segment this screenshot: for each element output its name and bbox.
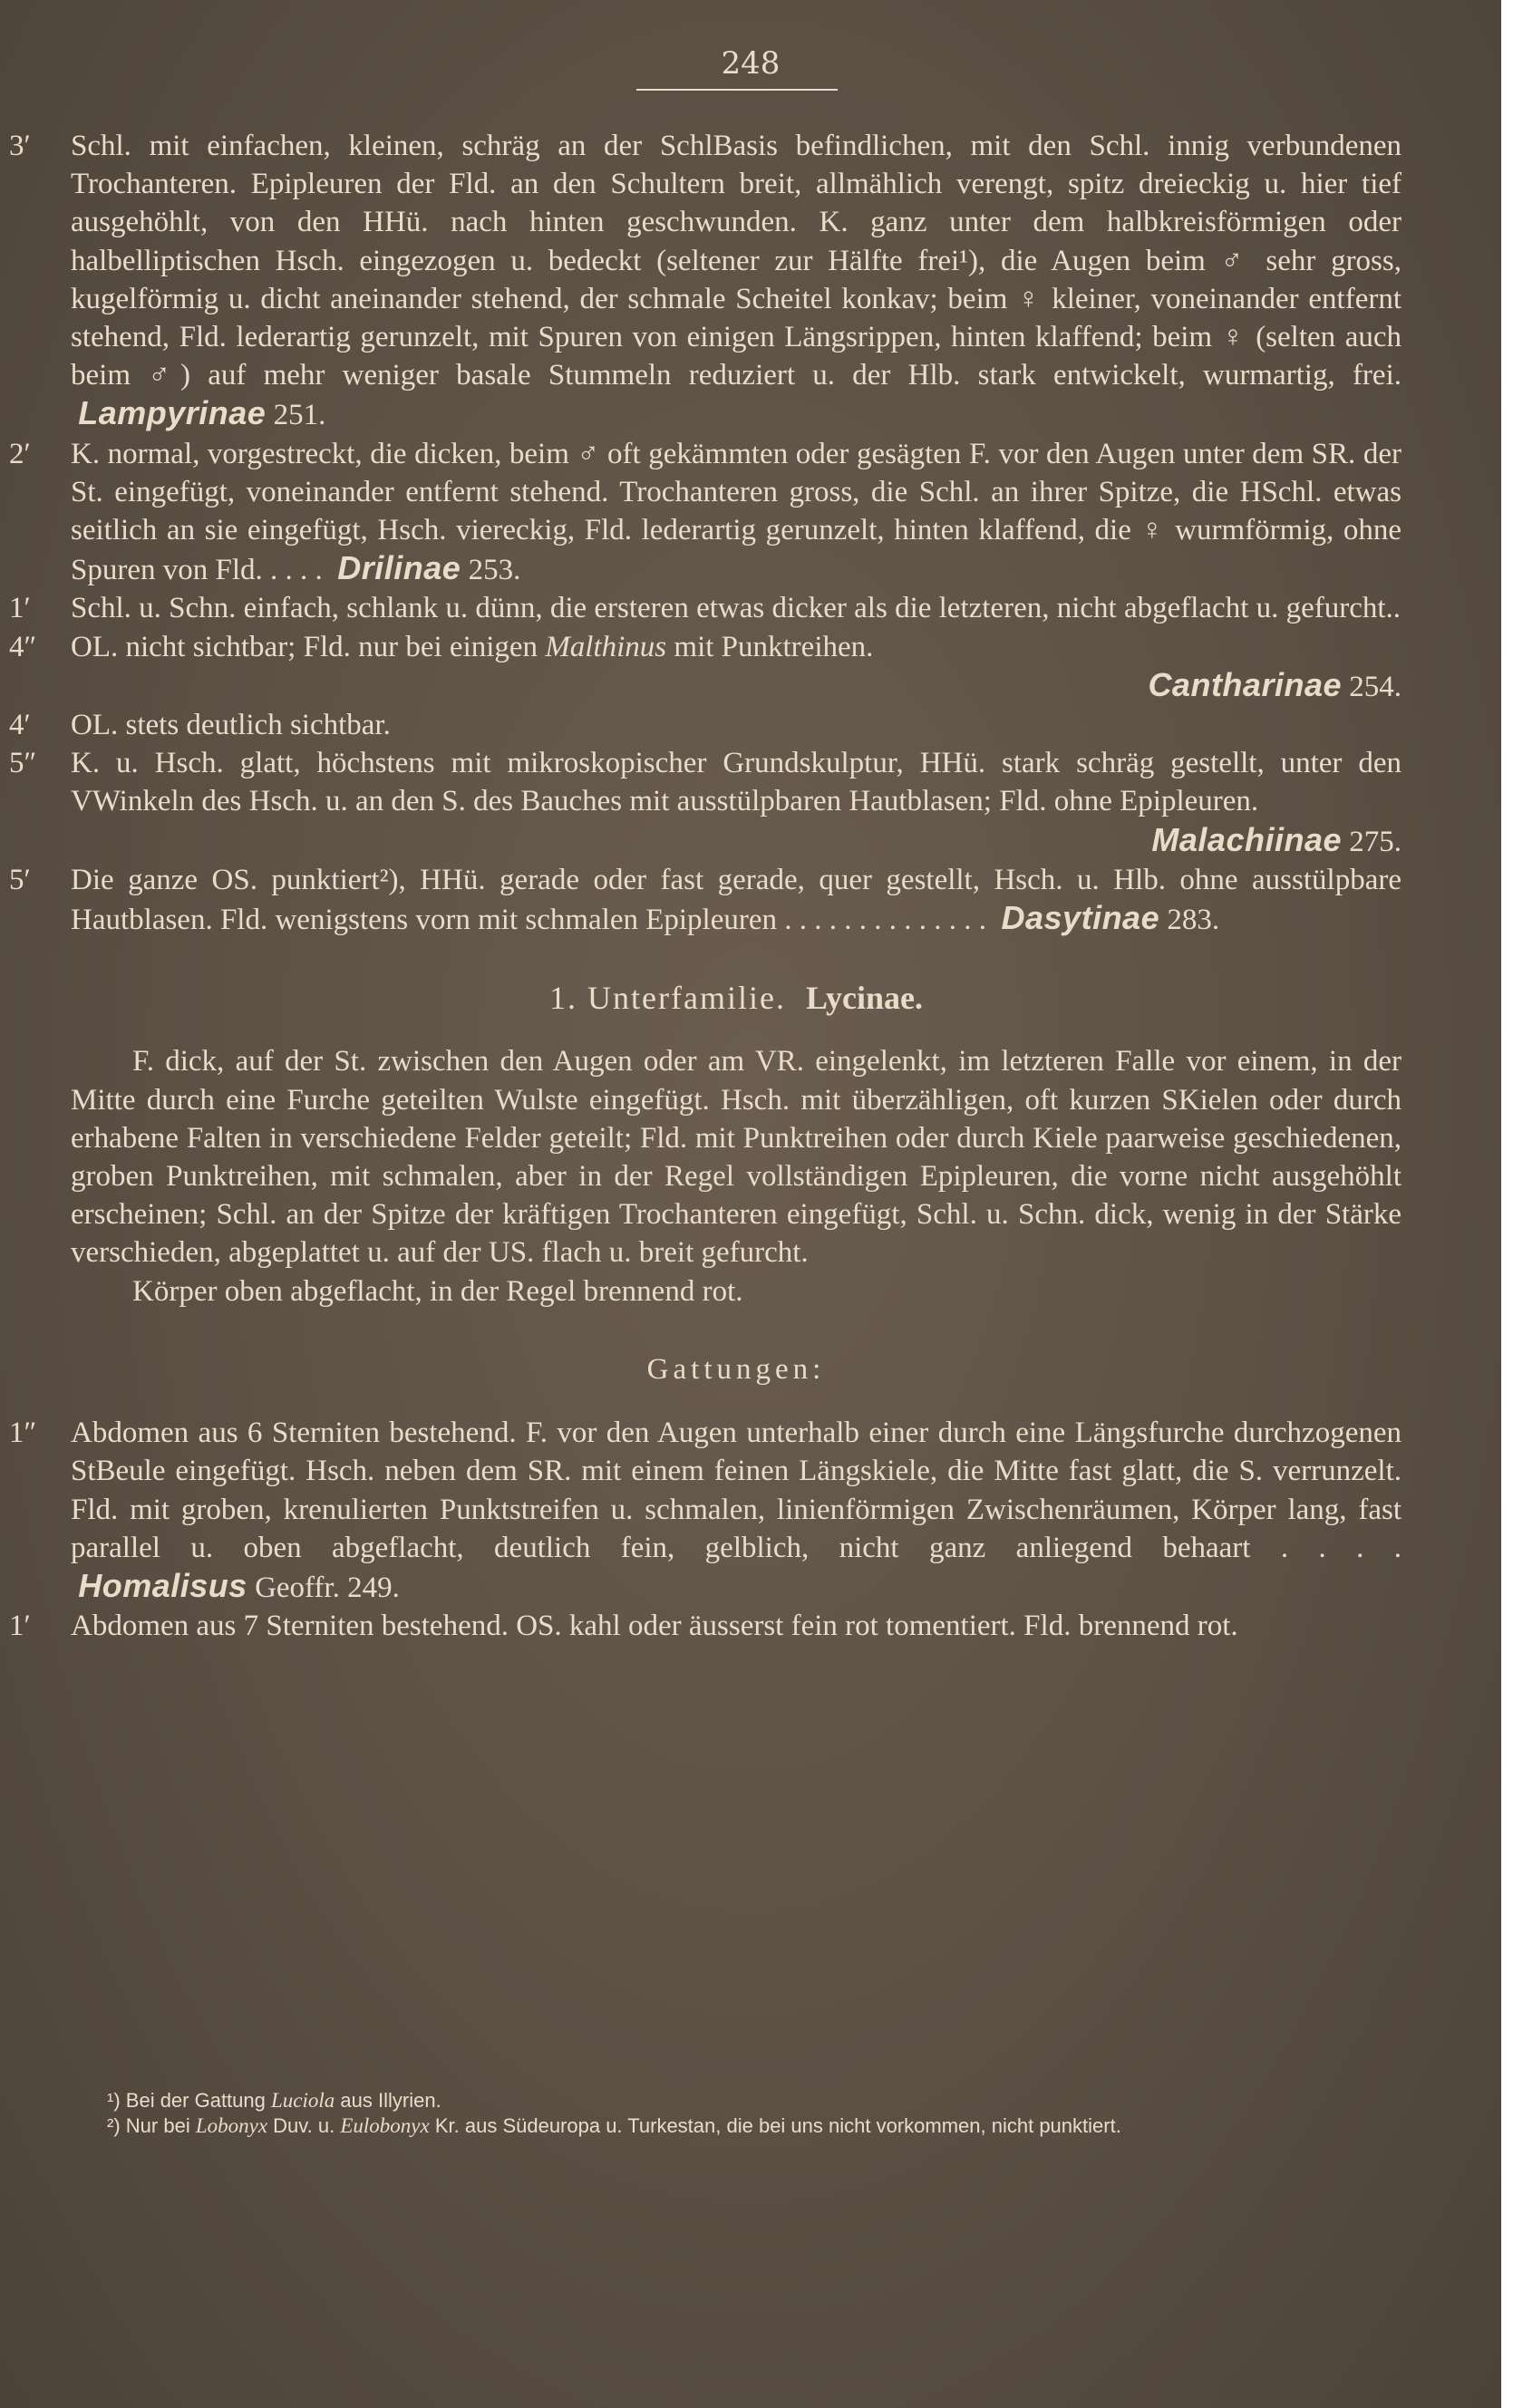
key-result [994, 899, 1220, 937]
key-result [71, 1566, 400, 1604]
taxon-author: Geoffr. [255, 1571, 340, 1604]
footnote-text: Kr. aus Südeuropa u. Turkestan, die bei uns nicht vorkommen, nicht punktiert. [434, 2114, 1121, 2137]
key-entry [9, 435, 1401, 590]
key-text: Schl. mit einfachen, kleinen, schräg an der SchlBasis befindlichen, mit den Schl. innig verbundenen Trochanteren. Epipleuren der Fld. an den Schultern breit, allmählich verengt, spitz dreieckig u. hier tief ausgehöhlt, von den HHü. nach hinten geschwunden. K. ganz unter dem halbkreisförmigen oder halbelliptischen Hsch. eingezogen u. bedeckt (seltener zur Hälfte frei¹), die Augen beim ♂ sehr gross, kugelförmig u. dicht aneinander stehend, der schmale Scheitel konkav; beim ♀ kleiner, voneinander entfernt stehend, Fld. lederartig gerunzelt, mit Spuren von einigen Längsrippen, hinten klaffend; beim ♀ (selten auch beim ♂) auf mehr weniger basale Stummeln reduziert u. der Hlb. stark entwickelt, wurmartig, frei. [71, 130, 1401, 392]
footnotes [71, 2088, 1401, 2139]
key-text: Schl. u. Schn. einfach, schlank u. dünn, die ersteren etwas dicker als die letzteren, nicht abgeflacht u. gefurcht.. [71, 592, 1401, 625]
page-reference: 283. [1167, 904, 1220, 937]
key-text: Abdomen aus 7 Sterniten bestehend. OS. kahl oder äusserst fein rot tomentiert. Fld. brennend rot. [71, 1610, 1238, 1643]
footnote-mark: ¹) [107, 2089, 121, 2112]
subfamily-prefix: 1. Unterfamilie. [549, 980, 786, 1017]
footnote-text: Duv. u. [273, 2114, 335, 2137]
key-text: K. normal, vorgestreckt, die dicken, beim ♂ oft gekämmten oder gesägten F. vor den Augen unter dem SR. der St. eingefügt, voneinander entfernt stehend. Trochanteren gross, die Schl. an ihrer Spitze, die HSchl. etwas seitlich an sie eingefügt, Hsch. viereckig, Fld. lederartig gerunzelt, hinten klaffend, die ♀ wurmförmig, ohne Spuren von Fld. . . . . [71, 437, 1401, 587]
key-number: 1′ [9, 592, 31, 625]
main-text [9, 127, 1401, 1645]
key-result [71, 394, 326, 432]
key-number: 1′ [9, 1610, 31, 1643]
key-text: Die ganze OS. punktiert²), HHü. gerade oder fast gerade, quer gestellt, Hsch. u. Hlb. ohne ausstülpbare Hautblasen. Fld. wenigstens vorn mit schmalen Epipleuren . . . . . . . . . . . . . . [71, 863, 1401, 937]
subfamily-description: F. dick, auf der St. zwischen den Augen oder am VR. eingelenkt, im letzteren Falle vor einem, in der Mitte durch eine Furche geteilten Wulste eingefügt. Hsch. mit überzähligen, oft kurzen SKielen oder durch erhabene Falten in verschiedene Felder geteilt; Fld. mit Punktreihen oder durch Kiele paarweise geschiedenen, groben Punktreihen, mit schmalen, aber in der Regel vollständigen Epipleuren, die vorne nicht ausgehöhlt erscheinen; Schl. an der Spitze der kräftigen Trochanteren eingefügt, Schl. u. Schn. dick, wenig in der Stärke verschieden, abgeplattet u. auf der US. flach u. breit gefurcht. [71, 1045, 1401, 1270]
key-entry [9, 861, 1401, 939]
genus-key-entry [9, 1414, 1401, 1607]
taxon-name: Cantharinae [1148, 665, 1342, 703]
footnote-text: aus Illyrien. [340, 2089, 441, 2112]
footnote [71, 2113, 1401, 2139]
subfamily-heading [71, 979, 1401, 1017]
genus-reference: Eulobonyx [340, 2114, 430, 2137]
body-note: Körper oben abgeflacht, in der Regel brennend rot. [132, 1274, 743, 1308]
taxon-name: Malachiinae [1151, 820, 1342, 858]
genera-heading: Gattungen: [646, 1352, 826, 1386]
page-reference: 275. [1349, 825, 1401, 858]
key-entry [9, 744, 1401, 861]
footnote-mark: ²) [107, 2114, 121, 2137]
genus-key-entry [9, 1607, 1401, 1645]
key-text: Abdomen aus 6 Sterniten bestehend. F. vor den Augen unterhalb einer durch eine Längsfurche durchzogenen StBeule eingefügt. Hsch. neben dem SR. mit einem feinen Längskiele, die Mitte fast glatt, die S. verrunzelt. Fld. mit groben, krenulierten Punktstreifen u. schmalen, linienförmigen Zwischenräumen, Körper lang, fast parallel u. oben abgeflacht, deutlich fein, gelblich, nicht ganz anliegend behaart . . . . [71, 1417, 1401, 1564]
page-reference: 253. [468, 554, 521, 587]
key-number: 5″ [9, 747, 37, 780]
taxon-name: Dasytinae [1001, 899, 1160, 937]
page-reference: 249. [347, 1571, 400, 1604]
key-number: 4′ [9, 709, 31, 742]
key-result [71, 821, 1401, 861]
footnote [71, 2088, 1401, 2113]
key-number: 4″ [9, 630, 37, 663]
key-text: K. u. Hsch. glatt, höchstens mit mikroskopischer Grundskulptur, HHü. stark schräg gestellt, unter den VWinkeln des Hsch. u. an den S. des Bauches mit ausstülpbaren Hautblasen; Fld. ohne Epipleuren. [71, 747, 1401, 818]
footnote-text: Bei der Gattung [125, 2089, 266, 2112]
taxon-name: Drilinae [337, 549, 461, 587]
key-text: OL. stets deutlich sichtbar. [71, 709, 391, 742]
footnote-text: Nur bei [125, 2114, 190, 2137]
page-number: 248 [721, 45, 781, 82]
subfamily-name: Lycinae. [805, 980, 923, 1017]
key-number: 3′ [9, 130, 31, 162]
genus-reference: Malthinus [545, 630, 667, 663]
key-result [71, 666, 1401, 706]
key-text: OL. nicht sichtbar; Fld. nur bei einigen [71, 630, 538, 663]
key-number: 1″ [9, 1417, 37, 1450]
key-entry [9, 589, 1401, 627]
header-rule [636, 89, 838, 91]
key-entry [9, 706, 1401, 744]
key-text: mit Punktreihen. [674, 630, 874, 663]
key-entry [9, 628, 1401, 706]
page-reference: 254. [1349, 670, 1401, 703]
page-reference: 251. [273, 399, 326, 432]
key-entry [9, 127, 1401, 435]
key-number: 5′ [9, 863, 31, 896]
genus-reference: Luciola [271, 2089, 335, 2112]
taxon-name: Homalisus [78, 1566, 247, 1604]
key-number: 2′ [9, 437, 31, 470]
key-result [330, 549, 521, 587]
genus-reference: Lobonyx [195, 2114, 268, 2137]
taxon-name: Lampyrinae [78, 394, 267, 432]
